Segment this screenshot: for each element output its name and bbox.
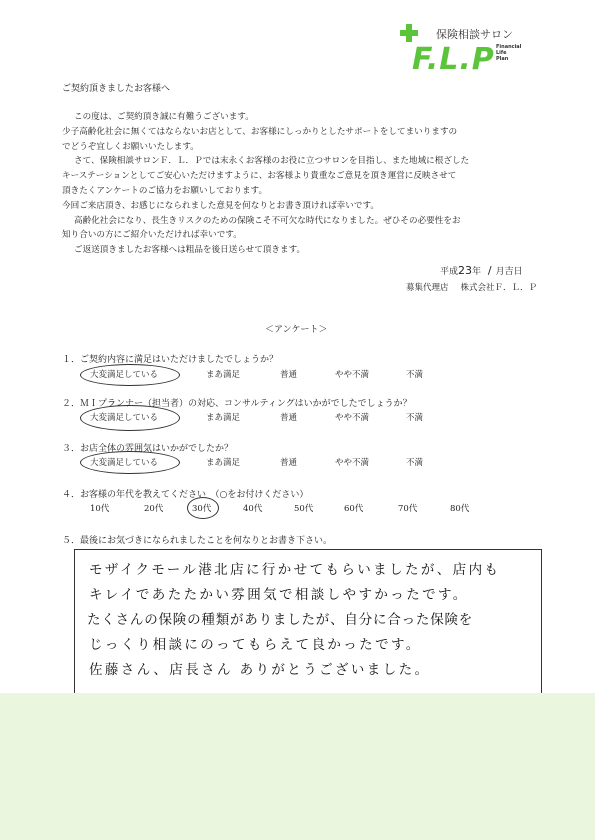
q4-option-80s[interactable]: 80代 xyxy=(450,504,470,514)
greeting: ご契約頂きましたお客様へ xyxy=(62,84,171,94)
body-line: 今回ご来店頂き、お感じになられました意見を何なりとお書き頂ければ幸いです。 xyxy=(62,200,379,211)
q2-option-3[interactable]: 普通 xyxy=(280,413,298,423)
q4-option-10s[interactable]: 10代 xyxy=(90,504,110,514)
body-line: でどうぞ宜しくお願いいたします。 xyxy=(62,141,199,152)
q2-option-1[interactable]: 大変満足している xyxy=(90,413,159,423)
handwritten-line: キレイであたたかい雰囲気で相談しやすかったです。 xyxy=(89,587,469,603)
q2-option-4[interactable]: やや不満 xyxy=(335,413,370,423)
agent-line: 募集代理店 株式会社Ｆ．Ｌ．Ｐ xyxy=(406,283,538,293)
body-line: 少子高齢化社会に無くてはならないお店として、お客様にしっかりとしたサポートをしてまいりますの xyxy=(62,126,458,137)
q1-option-2[interactable]: まあ満足 xyxy=(206,370,241,380)
q2-option-5[interactable]: 不満 xyxy=(406,413,424,423)
q3-option-4[interactable]: やや不満 xyxy=(335,458,370,468)
q1-option-4[interactable]: やや不満 xyxy=(335,370,370,380)
question-1: １．ご契約内容に満足はいただけましたでしょうか？ xyxy=(62,355,279,365)
body-line: 知り合いの方にご紹介いただければ幸いです。 xyxy=(62,230,242,241)
q4-option-30s[interactable]: 30代 xyxy=(192,504,212,514)
q4-option-50s[interactable]: 50代 xyxy=(294,504,314,514)
question-5: ５．最後にお気づきになられましたことを何なりとお書き下さい。 xyxy=(62,536,333,546)
letter-body xyxy=(62,110,552,258)
q4-option-60s[interactable]: 60代 xyxy=(344,504,364,514)
body-line: ご返送頂きましたお客様へは粗品を後日送らせて頂きます。 xyxy=(74,245,306,256)
handwritten-line: じっくり相談にのってもらえて良かったです。 xyxy=(89,637,422,653)
logo-subtitle: Financial Life Plan xyxy=(496,44,522,62)
question-2: ２．ＭＩプランナー（担当者）の対応、コンサルティングはいかがでしたでしょうか？ xyxy=(62,399,412,409)
footer-background xyxy=(0,693,595,840)
company-logo xyxy=(398,24,548,76)
handwritten-line: 佐藤さん、店長さん ありがとうございました。 xyxy=(89,662,431,678)
q3-option-3[interactable]: 普通 xyxy=(280,458,298,468)
logo-company-jp: 保険相談サロン xyxy=(436,28,513,41)
q4-option-70s[interactable]: 70代 xyxy=(398,504,418,514)
q1-option-3[interactable]: 普通 xyxy=(280,370,298,380)
body-line: 高齢化社会になり、長生きリスクのための保険こそ不可欠な時代になりました。ぜひその必要性をお xyxy=(74,215,461,226)
body-line: さて、保険相談サロンＦ．Ｌ．Ｐでは末永くお客様のお役に立つサロンを目指し、また地域に根ざした xyxy=(74,156,470,167)
body-line: 頂きたくアンケートのご協力をお願いしております。 xyxy=(62,185,268,196)
date-line: 平成23年 / 月吉日 xyxy=(440,264,523,277)
logo-brand: F.L.P xyxy=(412,42,495,77)
q2-option-2[interactable]: まあ満足 xyxy=(206,413,241,423)
q3-option-5[interactable]: 不満 xyxy=(406,458,424,468)
body-line: この度は、ご契約頂き誠に有難うございます。 xyxy=(74,112,254,122)
q1-option-5[interactable]: 不満 xyxy=(406,370,424,380)
comment-box[interactable] xyxy=(74,549,542,696)
handwritten-line: モザイクモール港北店に行かせてもらいましたが、店内も xyxy=(89,562,501,578)
handwritten-line: たくさんの保険の種類がありましたが、自分に合った保険を xyxy=(87,612,474,628)
question-3: ３．お店全体の雰囲気はいかがでしたか？ xyxy=(62,444,234,454)
q1-option-1[interactable]: 大変満足している xyxy=(90,370,159,380)
q4-option-20s[interactable]: 20代 xyxy=(144,504,164,514)
survey-title: ＜アンケート＞ xyxy=(265,325,328,335)
q3-option-2[interactable]: まあ満足 xyxy=(206,458,241,468)
plus-cross-icon xyxy=(400,24,418,42)
q3-option-1[interactable]: 大変満足している xyxy=(90,458,159,468)
body-line: キーステーションとしてご安心いただけますように、お客様より貴重なご意見を頂き運営に反映させて xyxy=(62,171,457,182)
question-4: ４．お客様の年代を教えてください （○をお付けください） xyxy=(62,490,309,500)
q4-option-40s[interactable]: 40代 xyxy=(243,504,263,514)
